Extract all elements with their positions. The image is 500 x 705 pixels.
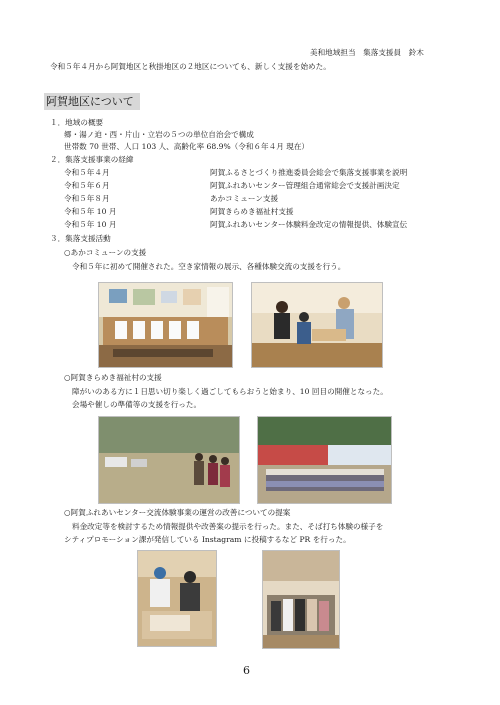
photo-soba-making	[137, 550, 217, 647]
overview-heading: １．地域の概要	[50, 118, 104, 127]
overview-line-2: 世帯数 70 世帯、人口 103 人、高齢化率 68.9%（令和６年４月 現在）	[64, 142, 310, 151]
history-text: 阿賀ふるさとづくり推進委員会総会で集落支援事業を説明	[210, 168, 408, 177]
history-text: 阿賀ふれあいセンター管理組合通常総会で支援計画決定	[210, 181, 400, 190]
activity-2-title: ○阿賀きらめき福祉村の支援	[64, 373, 162, 382]
activity-2-text-1: 障がいのある方に１日思い切り楽しく過ごしてもらおうと始まり、10 回目の開催となった。	[72, 387, 388, 396]
history-text: 阿賀きらめき福祉村支援	[210, 207, 294, 216]
history-date: 令和５年 10 月	[64, 220, 117, 229]
activity-1-title: ○あかコミューンの支援	[64, 248, 147, 257]
history-text: 阿賀ふれあいセンター体験料金改定の情報提供、体験宣伝	[210, 220, 408, 229]
history-text: あかコミューン支援	[210, 194, 279, 203]
photo-exchange-event	[251, 282, 383, 368]
section-title: 阿賀地区について	[46, 95, 134, 108]
history-date: 令和５年８月	[64, 194, 110, 203]
activity-2-text-2: 会場や催しの準備等の支援を行った。	[72, 400, 202, 409]
activity-3-text-1: 料金改定等を検討するため情報提供や改善案の提示を行った。また、そば打ち体験の様子を	[72, 522, 384, 531]
history-date: 令和５年６月	[64, 181, 110, 190]
photo-outdoor-gathering	[98, 416, 240, 504]
photo-exhibition-room	[98, 282, 233, 368]
activity-3-text-2: シティプロモーション課が発信している Instagram に投稿するなど PR を行った。	[64, 535, 351, 544]
overview-line-1: 郷・湯ノ迫・西・片山・立岩の５つの単位自治会で構成	[64, 130, 254, 139]
page-number: 6	[243, 664, 250, 677]
history-heading: ２．集落支援事業の経緯	[50, 155, 134, 164]
activity-3-title: ○阿賀ふれあいセンター交流体験事業の運営の改善についての提案	[64, 508, 291, 517]
history-date: 令和５年 10 月	[64, 207, 117, 216]
photo-group	[257, 416, 392, 504]
activities-heading: ３．集落支援活動	[50, 234, 111, 243]
history-date: 令和５年４月	[64, 168, 110, 177]
photo-participants	[262, 550, 340, 649]
activity-1-text: 令和５年に初めて開催された。空き家情報の展示、各種体験交流の支援を行う。	[72, 262, 346, 271]
author-line: 美和地域担当 集落支援員 鈴木	[310, 48, 424, 57]
intro-text: 令和５年４月から阿賀地区と秋掛地区の２地区についても、新しく支援を始めた。	[50, 62, 331, 71]
